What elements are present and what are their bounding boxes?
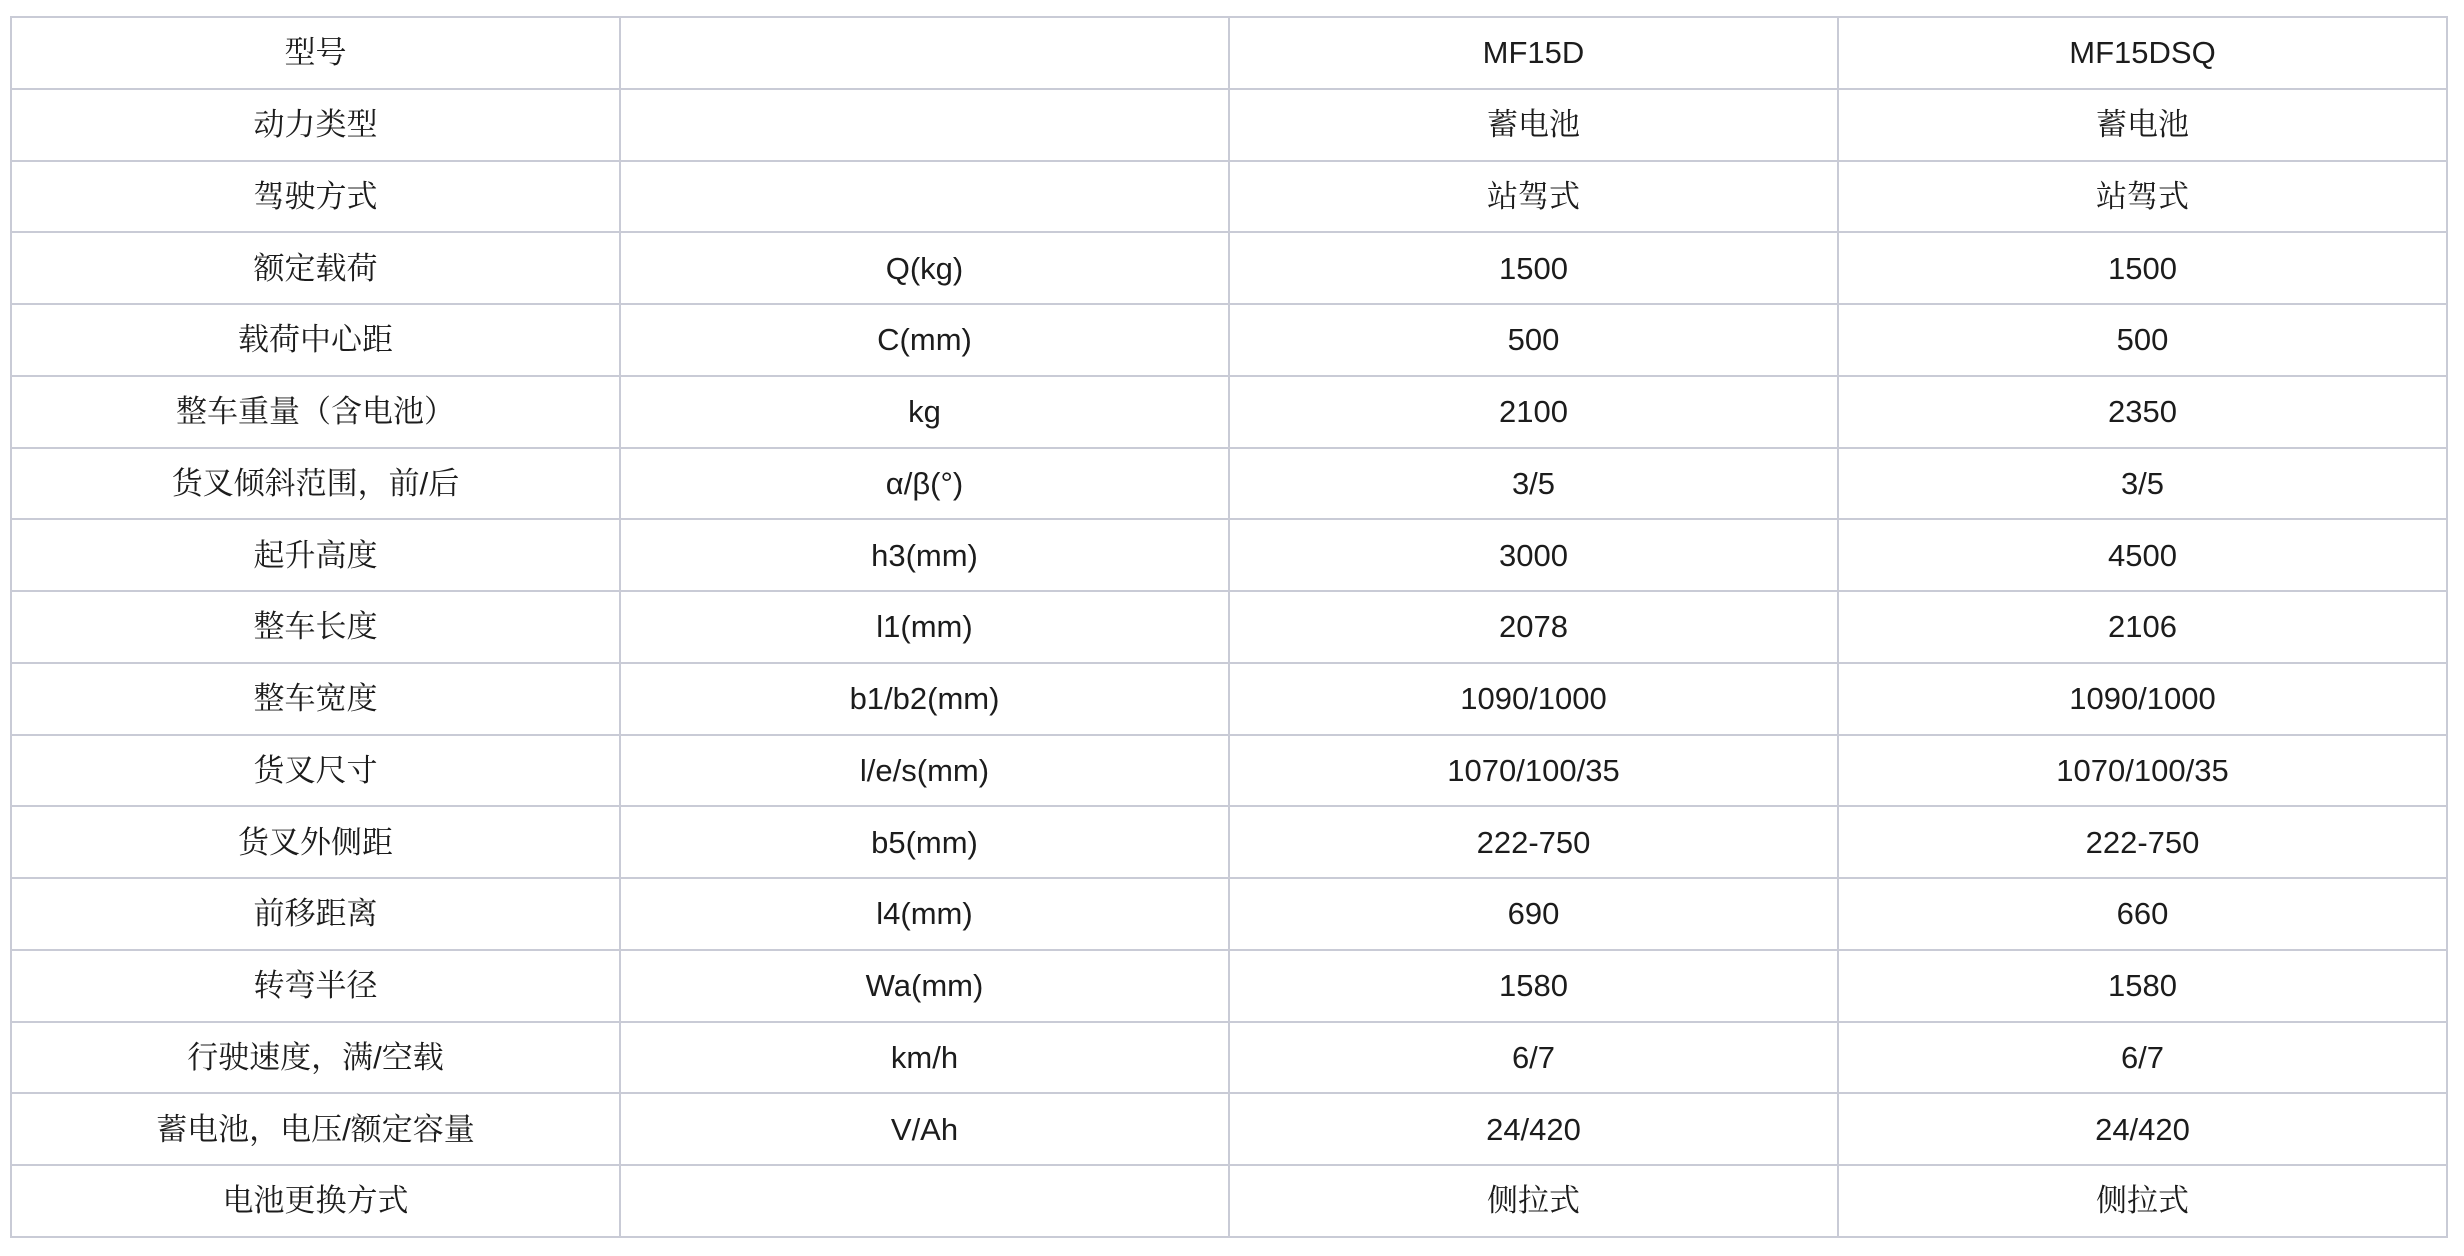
- spec-label-cell: 转弯半径: [11, 950, 620, 1022]
- spec-label-cell: 整车宽度: [11, 663, 620, 735]
- table-row: [11, 1022, 2447, 1094]
- spec-label-cell: 前移距离: [11, 878, 620, 950]
- spec-value-mf15d-cell: 侧拉式: [1229, 1165, 1838, 1237]
- spec-value-mf15d-cell: 6/7: [1229, 1022, 1838, 1094]
- spec-value-mf15dsq-cell: 蓄电池: [1838, 89, 2447, 161]
- spec-value-mf15d-cell: 3000: [1229, 519, 1838, 591]
- spec-value-mf15dsq-cell: 站驾式: [1838, 161, 2447, 233]
- spec-symbol-cell: α/β(°): [620, 448, 1229, 520]
- spec-label-cell: 货叉倾斜范围，前/后: [11, 448, 620, 520]
- spec-value-mf15dsq-cell: 500: [1838, 304, 2447, 376]
- table-row: [11, 519, 2447, 591]
- spec-label-cell: 起升高度: [11, 519, 620, 591]
- spec-label-cell: 蓄电池，电压/额定容量: [11, 1093, 620, 1165]
- spec-value-mf15dsq-cell: 4500: [1838, 519, 2447, 591]
- table-row: [11, 950, 2447, 1022]
- spec-symbol-cell: l1(mm): [620, 591, 1229, 663]
- spec-symbol-cell: Wa(mm): [620, 950, 1229, 1022]
- spec-value-mf15dsq-cell: 2350: [1838, 376, 2447, 448]
- spec-value-mf15d-cell: 2078: [1229, 591, 1838, 663]
- spec-value-mf15d-cell: 690: [1229, 878, 1838, 950]
- spec-label-cell: 货叉外侧距: [11, 806, 620, 878]
- spec-symbol-cell: l4(mm): [620, 878, 1229, 950]
- table-row: [11, 1093, 2447, 1165]
- spec-value-mf15d-cell: 2100: [1229, 376, 1838, 448]
- table-row: [11, 17, 2447, 89]
- table-row: [11, 591, 2447, 663]
- spec-value-mf15dsq-cell: 6/7: [1838, 1022, 2447, 1094]
- table-row: [11, 376, 2447, 448]
- spec-symbol-cell: h3(mm): [620, 519, 1229, 591]
- table-row: [11, 448, 2447, 520]
- spec-value-mf15d-cell: 站驾式: [1229, 161, 1838, 233]
- spec-value-mf15dsq-cell: 1580: [1838, 950, 2447, 1022]
- spec-value-mf15d-cell: 3/5: [1229, 448, 1838, 520]
- spec-symbol-cell: V/Ah: [620, 1093, 1229, 1165]
- table-row: [11, 232, 2447, 304]
- spec-label-cell: 整车长度: [11, 591, 620, 663]
- spec-label-cell: 动力类型: [11, 89, 620, 161]
- spec-symbol-cell: [620, 89, 1229, 161]
- spec-value-mf15dsq-cell: 2106: [1838, 591, 2447, 663]
- table-row: [11, 878, 2447, 950]
- spec-value-mf15dsq-cell: 1500: [1838, 232, 2447, 304]
- spec-symbol-cell: kg: [620, 376, 1229, 448]
- table-row: [11, 663, 2447, 735]
- spec-value-mf15d-cell: 蓄电池: [1229, 89, 1838, 161]
- spec-value-mf15dsq-cell: 1090/1000: [1838, 663, 2447, 735]
- spec-label-cell: 电池更换方式: [11, 1165, 620, 1237]
- spec-value-mf15d-cell: 222-750: [1229, 806, 1838, 878]
- spec-value-mf15dsq-cell: 侧拉式: [1838, 1165, 2447, 1237]
- spec-symbol-cell: b1/b2(mm): [620, 663, 1229, 735]
- spec-symbol-cell: Q(kg): [620, 232, 1229, 304]
- spec-value-mf15d-cell: 24/420: [1229, 1093, 1838, 1165]
- spec-symbol-cell: [620, 1165, 1229, 1237]
- table-row: [11, 89, 2447, 161]
- spec-symbol-cell: l/e/s(mm): [620, 735, 1229, 807]
- spec-value-mf15dsq-cell: 222-750: [1838, 806, 2447, 878]
- spec-value-mf15d-cell: 1090/1000: [1229, 663, 1838, 735]
- spec-value-mf15d-cell: 1070/100/35: [1229, 735, 1838, 807]
- table-row: [11, 1165, 2447, 1237]
- spec-value-mf15d-cell: 500: [1229, 304, 1838, 376]
- spec-symbol-cell: [620, 161, 1229, 233]
- spec-label-cell: 整车重量（含电池）: [11, 376, 620, 448]
- spec-table: [10, 16, 2448, 1238]
- spec-symbol-cell: C(mm): [620, 304, 1229, 376]
- spec-label-cell: 额定载荷: [11, 232, 620, 304]
- spec-symbol-cell: b5(mm): [620, 806, 1229, 878]
- table-row: [11, 304, 2447, 376]
- spec-value-mf15dsq-cell: 1070/100/35: [1838, 735, 2447, 807]
- spec-value-mf15dsq-cell: 3/5: [1838, 448, 2447, 520]
- spec-label-cell: 载荷中心距: [11, 304, 620, 376]
- table-row: [11, 806, 2447, 878]
- spec-symbol-cell: km/h: [620, 1022, 1229, 1094]
- table-row: [11, 735, 2447, 807]
- spec-table-body: [11, 17, 2447, 1237]
- spec-label-cell: 驾驶方式: [11, 161, 620, 233]
- spec-value-mf15d-cell: 1500: [1229, 232, 1838, 304]
- spec-symbol-cell: [620, 17, 1229, 89]
- spec-value-mf15dsq-cell: MF15DSQ: [1838, 17, 2447, 89]
- table-row: [11, 161, 2447, 233]
- spec-value-mf15dsq-cell: 660: [1838, 878, 2447, 950]
- spec-value-mf15dsq-cell: 24/420: [1838, 1093, 2447, 1165]
- spec-label-cell: 型号: [11, 17, 620, 89]
- spec-value-mf15d-cell: 1580: [1229, 950, 1838, 1022]
- spec-label-cell: 行驶速度，满/空载: [11, 1022, 620, 1094]
- spec-value-mf15d-cell: MF15D: [1229, 17, 1838, 89]
- spec-label-cell: 货叉尺寸: [11, 735, 620, 807]
